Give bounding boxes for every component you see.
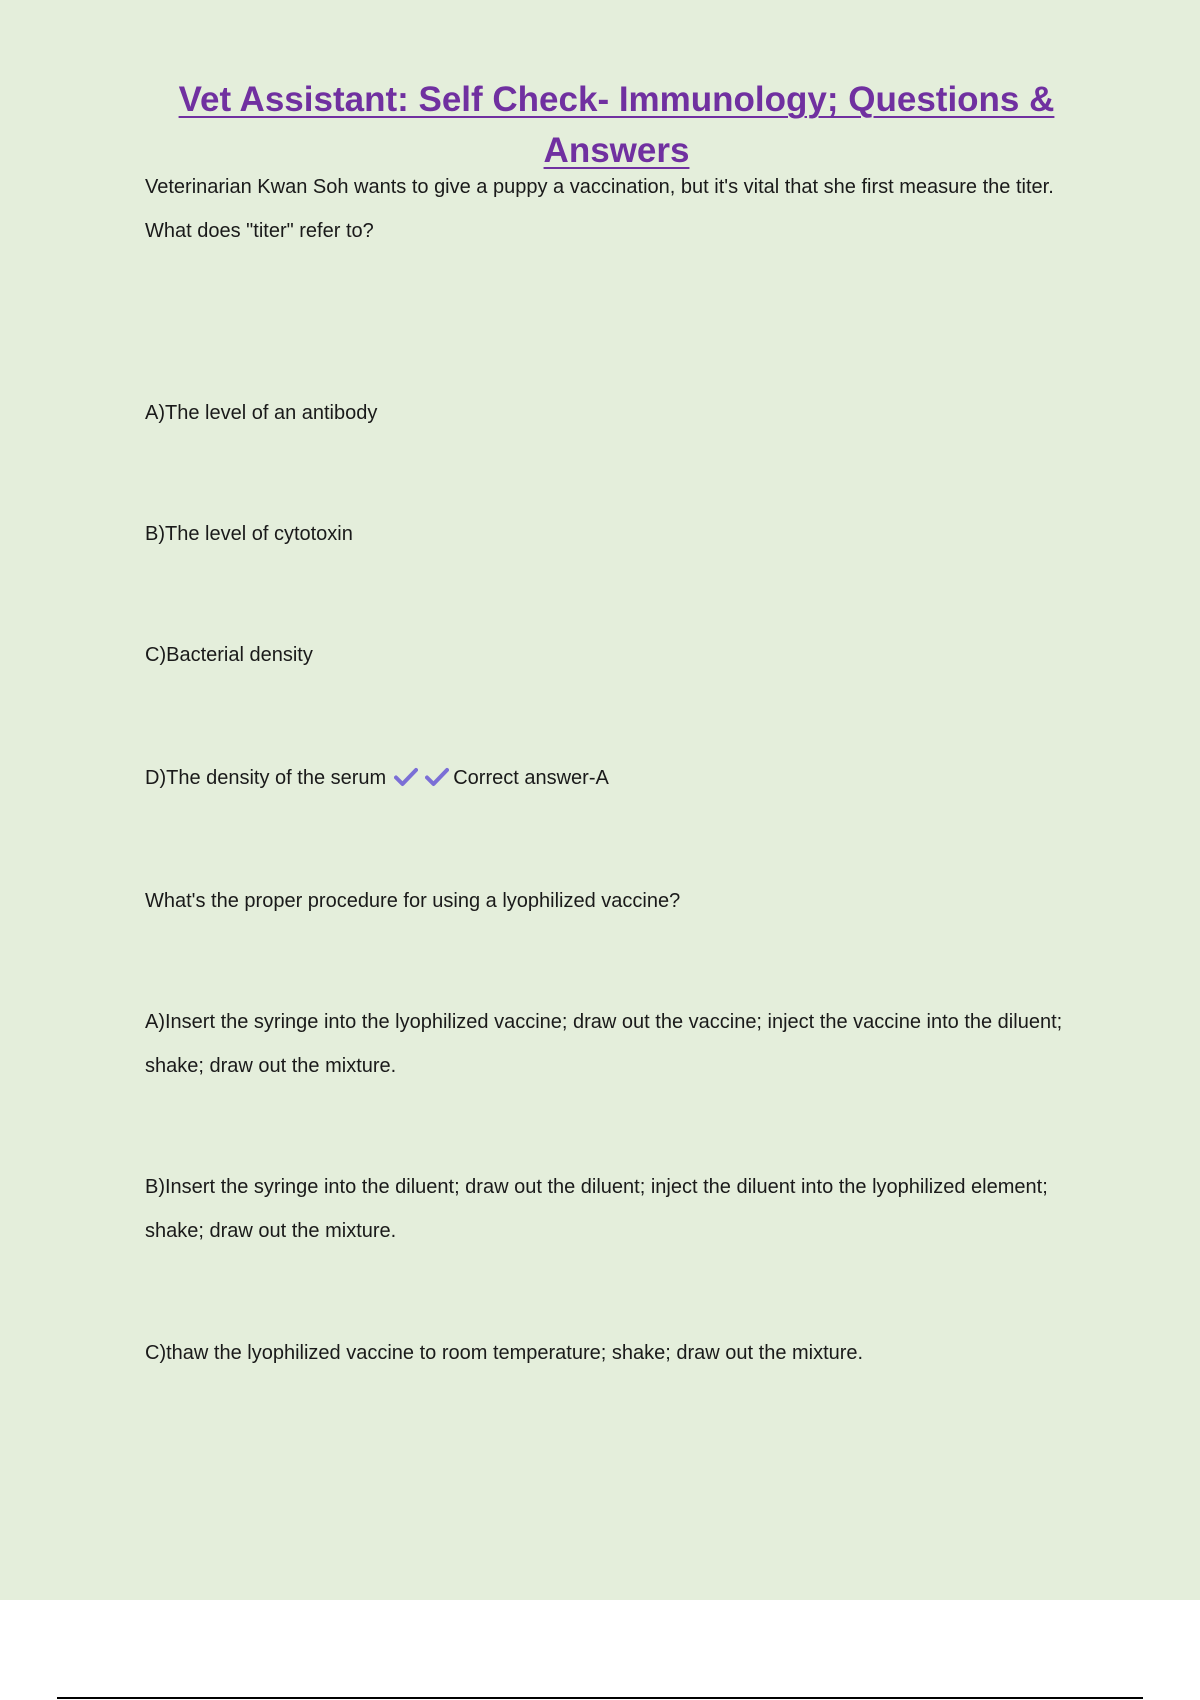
question-1-option-d: D)The density of the serum: [145, 767, 387, 789]
question-1-option-d-line: [145, 756, 1090, 800]
question-2-prompt: What's the proper procedure for using a lyophilized vaccine?: [145, 890, 681, 912]
check-mark-icon: [425, 767, 449, 787]
document-title: Vet Assistant: Self Check- Immunology; Questions & Answers: [178, 80, 1055, 170]
question-1-option-a: A)The level of an antibody: [145, 402, 378, 424]
check-mark-icon: [394, 767, 418, 787]
question-1-option-b: B)The level of cytotoxin: [145, 523, 353, 545]
footer-divider: [57, 1697, 1143, 1699]
correct-answer-label: Correct answer-A: [453, 767, 609, 789]
question-2-option-b: B)Insert the syringe into the diluent; draw out the diluent; inject the diluent into the lyophilized element; shake; draw out the mixture.: [145, 1176, 1048, 1242]
question-1-prompt: Veterinarian Kwan Soh wants to give a puppy a vaccination, but it's vital that she first measure the titer. What does "titer" refer to?: [145, 176, 1054, 242]
question-2-option-c: C)thaw the lyophilized vaccine to room temperature; shake; draw out the mixture.: [145, 1342, 864, 1364]
question-1-option-c: C)Bacterial density: [145, 644, 313, 666]
question-2-option-a: A)Insert the syringe into the lyophilized vaccine; draw out the vaccine; inject the vaccine into the diluent; shake; draw out the mixture.: [145, 1011, 1063, 1077]
